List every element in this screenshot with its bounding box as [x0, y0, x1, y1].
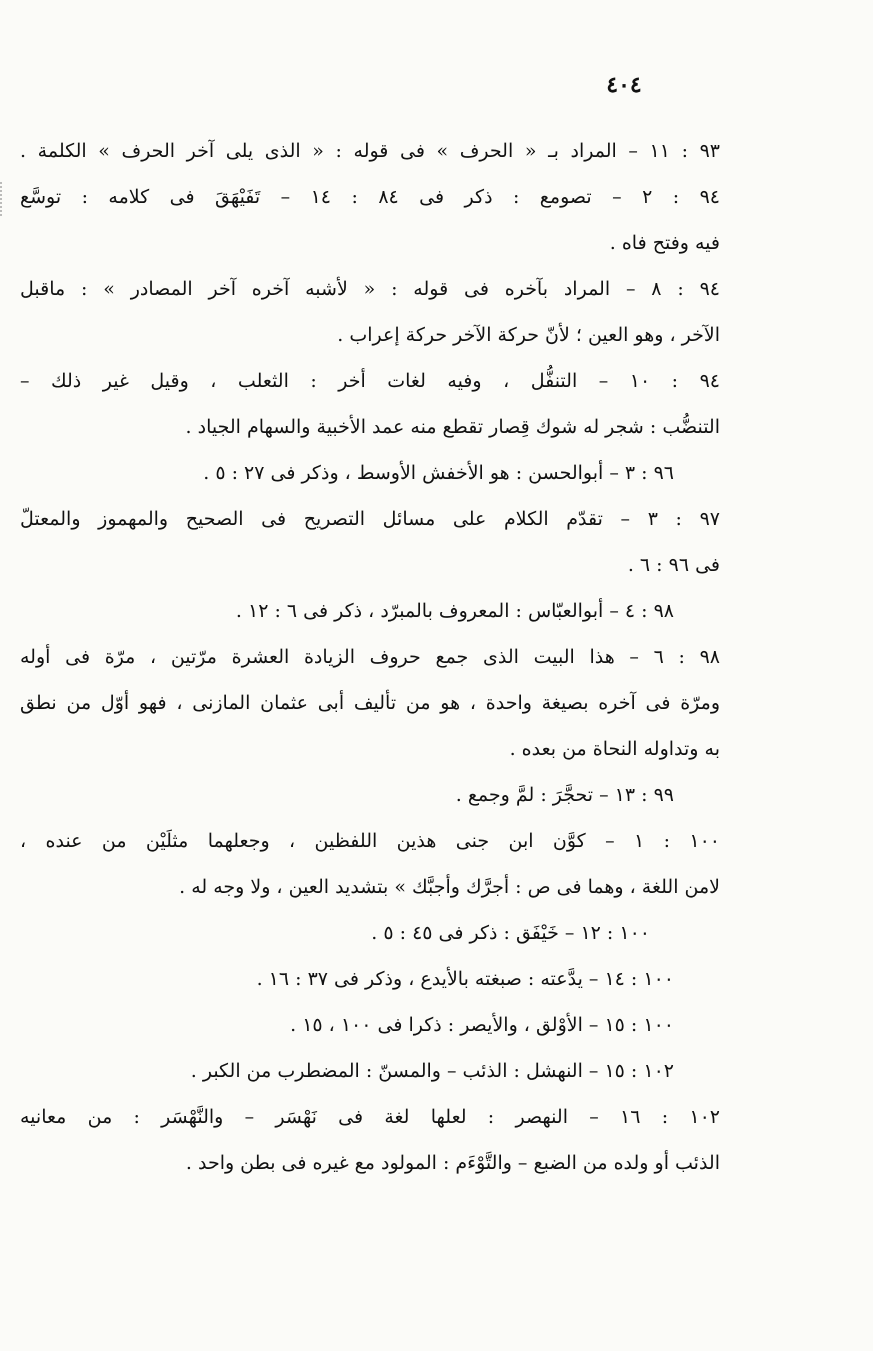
margin-mark — [0, 182, 16, 216]
footnotes-body — [20, 128, 720, 1186]
text-line: ١٠٠ : ١ – كوَّن ابن جنى هذين اللفظين ، وجعلهما مثلَيْن من عنده ، — [20, 830, 720, 852]
text-line: ١٠٢ : ١٥ – النهشل : الذئب – والمسنّ : المضطرب من الكبر . — [190, 1060, 674, 1082]
text-line: ٩٨ : ٤ – أبوالعبّاس : المعروف بالمبرّد ، ذكر فى ٦ : ١٢ . — [235, 600, 674, 622]
text-line: ١٠٠ : ١٥ – الأوْلق ، والأيصر : ذكرا فى ١٠٠ ، ١٥ . — [290, 1014, 674, 1036]
text-line: الآخر ، وهو العين ؛ لأنّ حركة الآخر حركة إعراب . — [337, 324, 720, 346]
text-line: ومرّة فى آخره بصيغة واحدة ، هو من تأليف أبى عثمان المازنى ، فهو أوّل من نطق — [20, 692, 720, 714]
text-line: لامن اللغة ، وهما فى ص : أجرَّك وأجبَّك » بتشديد العين ، ولا وجه له . — [179, 876, 720, 898]
text-line: ١٠٢ : ١٦ – النهصر : لعلها لغة فى نَهْسَر – والنَّهْسَر : من معانيه — [20, 1106, 720, 1128]
page-number: ٤٠٤ — [606, 72, 642, 98]
text-line: التنضُّب : شجر له شوك قِصار تقطع منه عمد الأخبية والسهام الجياد . — [185, 416, 720, 438]
text-line: ١٠٠ : ١٤ – يدَّعته : صبغته بالأيدع ، وذكر فى ٣٧ : ١٦ . — [256, 968, 674, 990]
text-line: ٩٣ : ١١ – المراد بـ « الحرف » فى قوله : « الذى يلى آخر الحرف » الكلمة . — [20, 140, 720, 162]
text-line: ٩٨ : ٦ – هذا البيت الذى جمع حروف الزيادة العشرة مرّتين ، مرّة فى أوله — [20, 646, 720, 668]
text-line: ٩٤ : ٨ – المراد بآخره فى قوله : « لأشبه آخره آخر المصادر » : ماقبل — [20, 278, 720, 300]
text-line: ٩٤ : ٢ – تصومع : ذكر فى ٨٤ : ١٤ – تَفَيْهَقَ فى كلامه : توسَّع — [20, 186, 720, 208]
text-line: فيه وفتح فاه . — [609, 232, 720, 254]
text-line: فى ٩٦ : ٦ . — [627, 554, 720, 576]
text-line: ٩٤ : ١٠ – التنفُّل ، وفيه لغات أخر : الثعلب ، وقيل غير ذلك – — [20, 370, 720, 392]
text-line: الذئب أو ولده من الضبع – والتَّوْءَم : المولود مع غيره فى بطن واحد . — [185, 1152, 720, 1174]
text-line: ٩٩ : ١٣ – تحجَّرَ : لمَّ وجمع . — [455, 784, 674, 806]
text-line: ٩٦ : ٣ – أبوالحسن : هو الأخفش الأوسط ، وذكر فى ٢٧ : ٥ . — [203, 462, 674, 484]
text-line: ٩٧ : ٣ – تقدّم الكلام على مسائل التصريح فى الصحيح والمهموز والمعتلّ — [20, 508, 720, 530]
text-line: ١٠٠ : ١٢ – خَيْفَق : ذكر فى ٤٥ : ٥ . — [371, 922, 650, 944]
text-line: به وتداوله النحاة من بعده . — [509, 738, 720, 760]
